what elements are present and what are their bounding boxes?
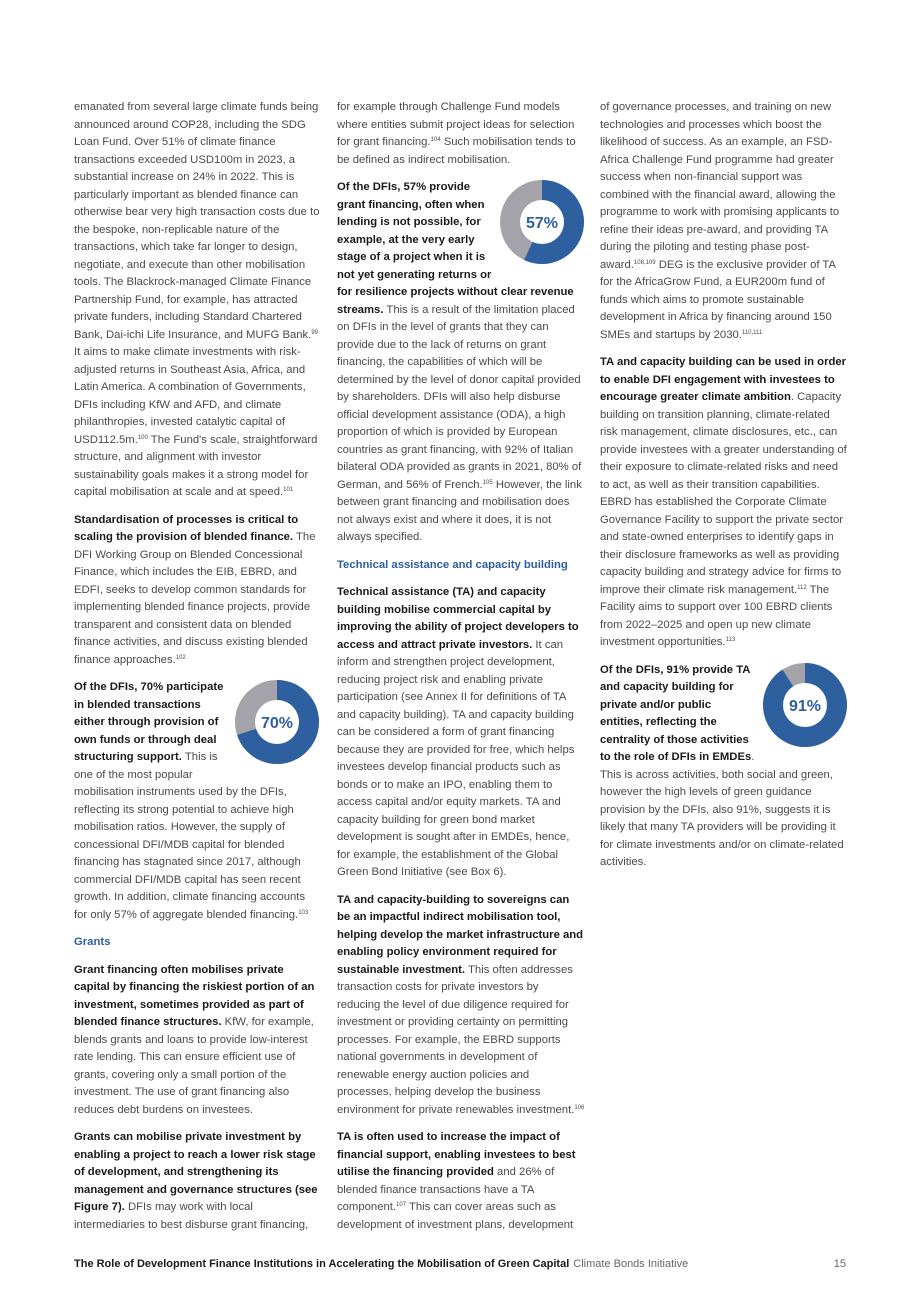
footnote-ref[interactable]: 112 xyxy=(797,584,807,591)
text-column-3 xyxy=(600,99,848,882)
paragraph: TA is often used to increase the impact of financial support, enabling investees to best utilise the financing provided and 26% of blended finance transactions have a TA component.$^{107}$ This can cover areas such as development of investment plans, development xyxy=(337,1131,576,1231)
footnote-ref[interactable]: 102 xyxy=(175,654,186,661)
donut-chart-57 xyxy=(499,179,585,265)
page-footer xyxy=(74,1257,846,1271)
footnote-ref[interactable]: 103 xyxy=(298,909,309,916)
text-column-1 xyxy=(74,99,320,1244)
paragraph: for example through Challenge Fund models where entities submit project ideas for selection for grant financing.$^{104}$ Such mobilisation tends to be defined as indirect mobilisation. xyxy=(337,101,576,166)
donut-chart-91 xyxy=(762,662,848,748)
footnote-ref[interactable]: 110,111 xyxy=(741,329,763,336)
paragraph: TA and capacity building can be used in order to enable DFI engagement with investees to encourage greater climate ambition. Capacity building on transition planning, climate-related risk management, climate disclosures, etc., can provide investees with a greater understanding of their exposure to climate-related risks and need to act, as well as their transition capabilities. EBRD has established the Corporate Climate Governance Facility to support the private sector and state-owned enterprises to identify gaps in their disclosure frameworks as well as providing capacity building and strategy advice for firms to improve their climate risk management.$^{112}$ The Facility aims to support over 100 EBRD clients from 2022–2025 and open up new climate investment opportunities.$^{113}$ xyxy=(600,356,847,648)
stat-paragraph: 57% Of the DFIs, 57% provide grant financing, often when lending is not possible, for example, at the very early stage of a project when it is not yet generating returns or for resilience projects without clear revenue streams. This is a result of the limitation placed on DFIs in the level of grants that they can provide due to the lack of returns on grant financing, the capabilities of which will be determined by the level of donor capital provided by shareholders. DFIs will also help disburse official development assistance (ODA), a high proportion of which is provided by European countries as grant financing, with 92% of Italian bilateral ODA provided as grants in 2021, 80% of German, and 56% of French.$^{105}$ However, the link between grant financing and mobilisation does not always exist and where it does, it is not always specified. xyxy=(337,179,585,547)
footnote-ref[interactable]: 113 xyxy=(725,637,736,643)
footnote-ref[interactable]: 105 xyxy=(482,479,493,486)
footnote-ref[interactable]: 104 xyxy=(430,137,441,143)
footer-organisation: Climate Bonds Initiative xyxy=(573,1258,689,1270)
stat-paragraph: 91% Of the DFIs, 91% provide TA and capacity building for private and/or public entities, reflecting the centrality of those activities to the role of DFIs in EMDEs. This is across activities, both social and green, however the high levels of green guidance provision by the DFIs, also 91%, suggests it is likely that many TA providers will be providing it for climate investments and/or on climate-related activities. xyxy=(600,662,848,872)
paragraph: Grants can mobilise private investment by enabling a project to reach a lower risk stage of development, and strengthening its management and governance structures (see Figure 7). DFIs may work with local intermediaries to best disburse grant financing, xyxy=(74,1131,318,1231)
section-heading-technical-assistance: Technical assistance and capacity building xyxy=(337,558,568,571)
paragraph: Standardisation of processes is critical to scaling the provision of blended finance. The DFI Working Group on Blended Concessional Finance, which includes the EIB, EBRD, and EDFI, seeks to develop common standards for implementing blended finance projects, provide transparent and consistent data on blended finance activities, and discuss existing blended finance approaches.$^{102}$ xyxy=(74,513,316,666)
text-column-2 xyxy=(337,99,585,1244)
paragraph: Grant financing often mobilises private capital by financing the riskiest portion of an investment, sometimes provided as part of blended finance structures. KfW, for example, blends grants and loans to provide low-interest rate lending. This can ensure efficient use of grants, covering only a small portion of the investment. The use of grant financing also reduces debt burdens on investees. xyxy=(74,963,315,1116)
donut-label: 91% xyxy=(788,697,822,715)
footer-report-title: The Role of Development Finance Institutions in Accelerating the Mobilisation of Green Capital xyxy=(74,1258,570,1270)
donut-label: 57% xyxy=(525,215,559,232)
footnote-ref[interactable]: 108,109 xyxy=(633,259,656,266)
footnote-ref[interactable]: 107 xyxy=(396,1202,407,1208)
section-heading-grants: Grants xyxy=(74,936,111,948)
paragraph: emanated from several large climate funds being announced around COP28, including the SDG Loan Fund. Over 51% of climate finance transactions exceeded USD100m in 2023, a substantial increase on 24% in 2022. This is particularly important as blended finance can otherwise bear very high transaction costs due to the bespoke, non-replicable nature of the transactions, which take far longer to design, negotiate, and execute than other mobilisation tools. The Blackrock-managed Climate Finance Partnership Fund, for example, has attracted private funders, including Standard Chartered Bank, Dai-ichi Life Insurance, and MUFG Bank.$^{99}$ It aims to make climate investments with risk-adjusted returns in Southeast Asia, Africa, and Latin America. A combination of Governments, DFIs including KfW and AFD, and climate philanthropies, invested catalytic capital of USD112.5m.$^{100}$ The Fund's scale, straightforward structure, and alignment with investor sustainability goals makes it a strong model for capital mobilisation at scale and at speed.$^{101}$ xyxy=(74,101,320,498)
donut-chart-70 xyxy=(234,679,320,765)
footnote-ref[interactable]: 101 xyxy=(283,487,294,493)
paragraph: of governance processes, and training on new technologies and processes which boost the likelihood of success. As an example, an FSD-Africa Challenge Fund programme had greater success when non-financial support was combined with the financial award, allowing the programme to work with promising applicants to refine their ideas pre-award, and providing TA during the piloting and testing phase post-award.$^{108,109}$ DEG is the exclusive provider of TA for the AfricaGrow Fund, a EUR200m fund of funds which aims to promote sustainable development in Africa by financing around 150 SMEs and startups by 2030.$^{110,111}$ xyxy=(600,101,840,341)
footnote-ref[interactable]: 99 xyxy=(311,329,319,336)
paragraph: TA and capacity-building to sovereigns can be an impactful indirect mobilisation tool, helping develop the market infrastructure and enabling policy environment required for sustainable investment. This often addresses transaction costs for private investors by reducing the level of due diligence required for investment or providing certainty on permitting processes. For example, the EBRD supports national governments in development of renewable energy auction policies and processes, helping develop the business environment for private renewables investment.$^{106}$ xyxy=(337,893,585,1116)
paragraph: Technical assistance (TA) and capacity building mobilise commercial capital by improving the ability of project developers to access and attract private investors. It can inform and strengthen project development, reducing project risk and enabling private participation (see Annex II for definitions of TA and capacity building). TA and capacity building can be considered a form of grant financing because they are provided for free, which helps investees develop financial products such as bonds or to make an IPO, enabling them to access capital and/or equity markets. TA and capacity building for green bond market development is sought after in EMDEs, hence, for example, the establishment of the Global Green Bond Initiative (see Box 6). xyxy=(337,586,579,878)
page-number: 15 xyxy=(833,1258,846,1270)
donut-label: 70% xyxy=(260,715,294,732)
footnote-ref[interactable]: 106 xyxy=(574,1104,585,1111)
stat-paragraph: 70% Of the DFIs, 70% participate in blended transactions either through provision of own funds or through deal structuring support. This is one of the most popular mobilisation instruments used by the DFIs, reflecting its strong potential to achieve high mobilisation ratios. However, the supply of concessional DFI/MDB capital for blended financing has stagnated since 2017, although commercial DFI/MDB capital has seen recent growth. In addition, climate financing accounts for only 57% of aggregate blended financing.$^{103}$ xyxy=(74,679,320,924)
footnote-ref[interactable]: 100 xyxy=(137,434,148,441)
